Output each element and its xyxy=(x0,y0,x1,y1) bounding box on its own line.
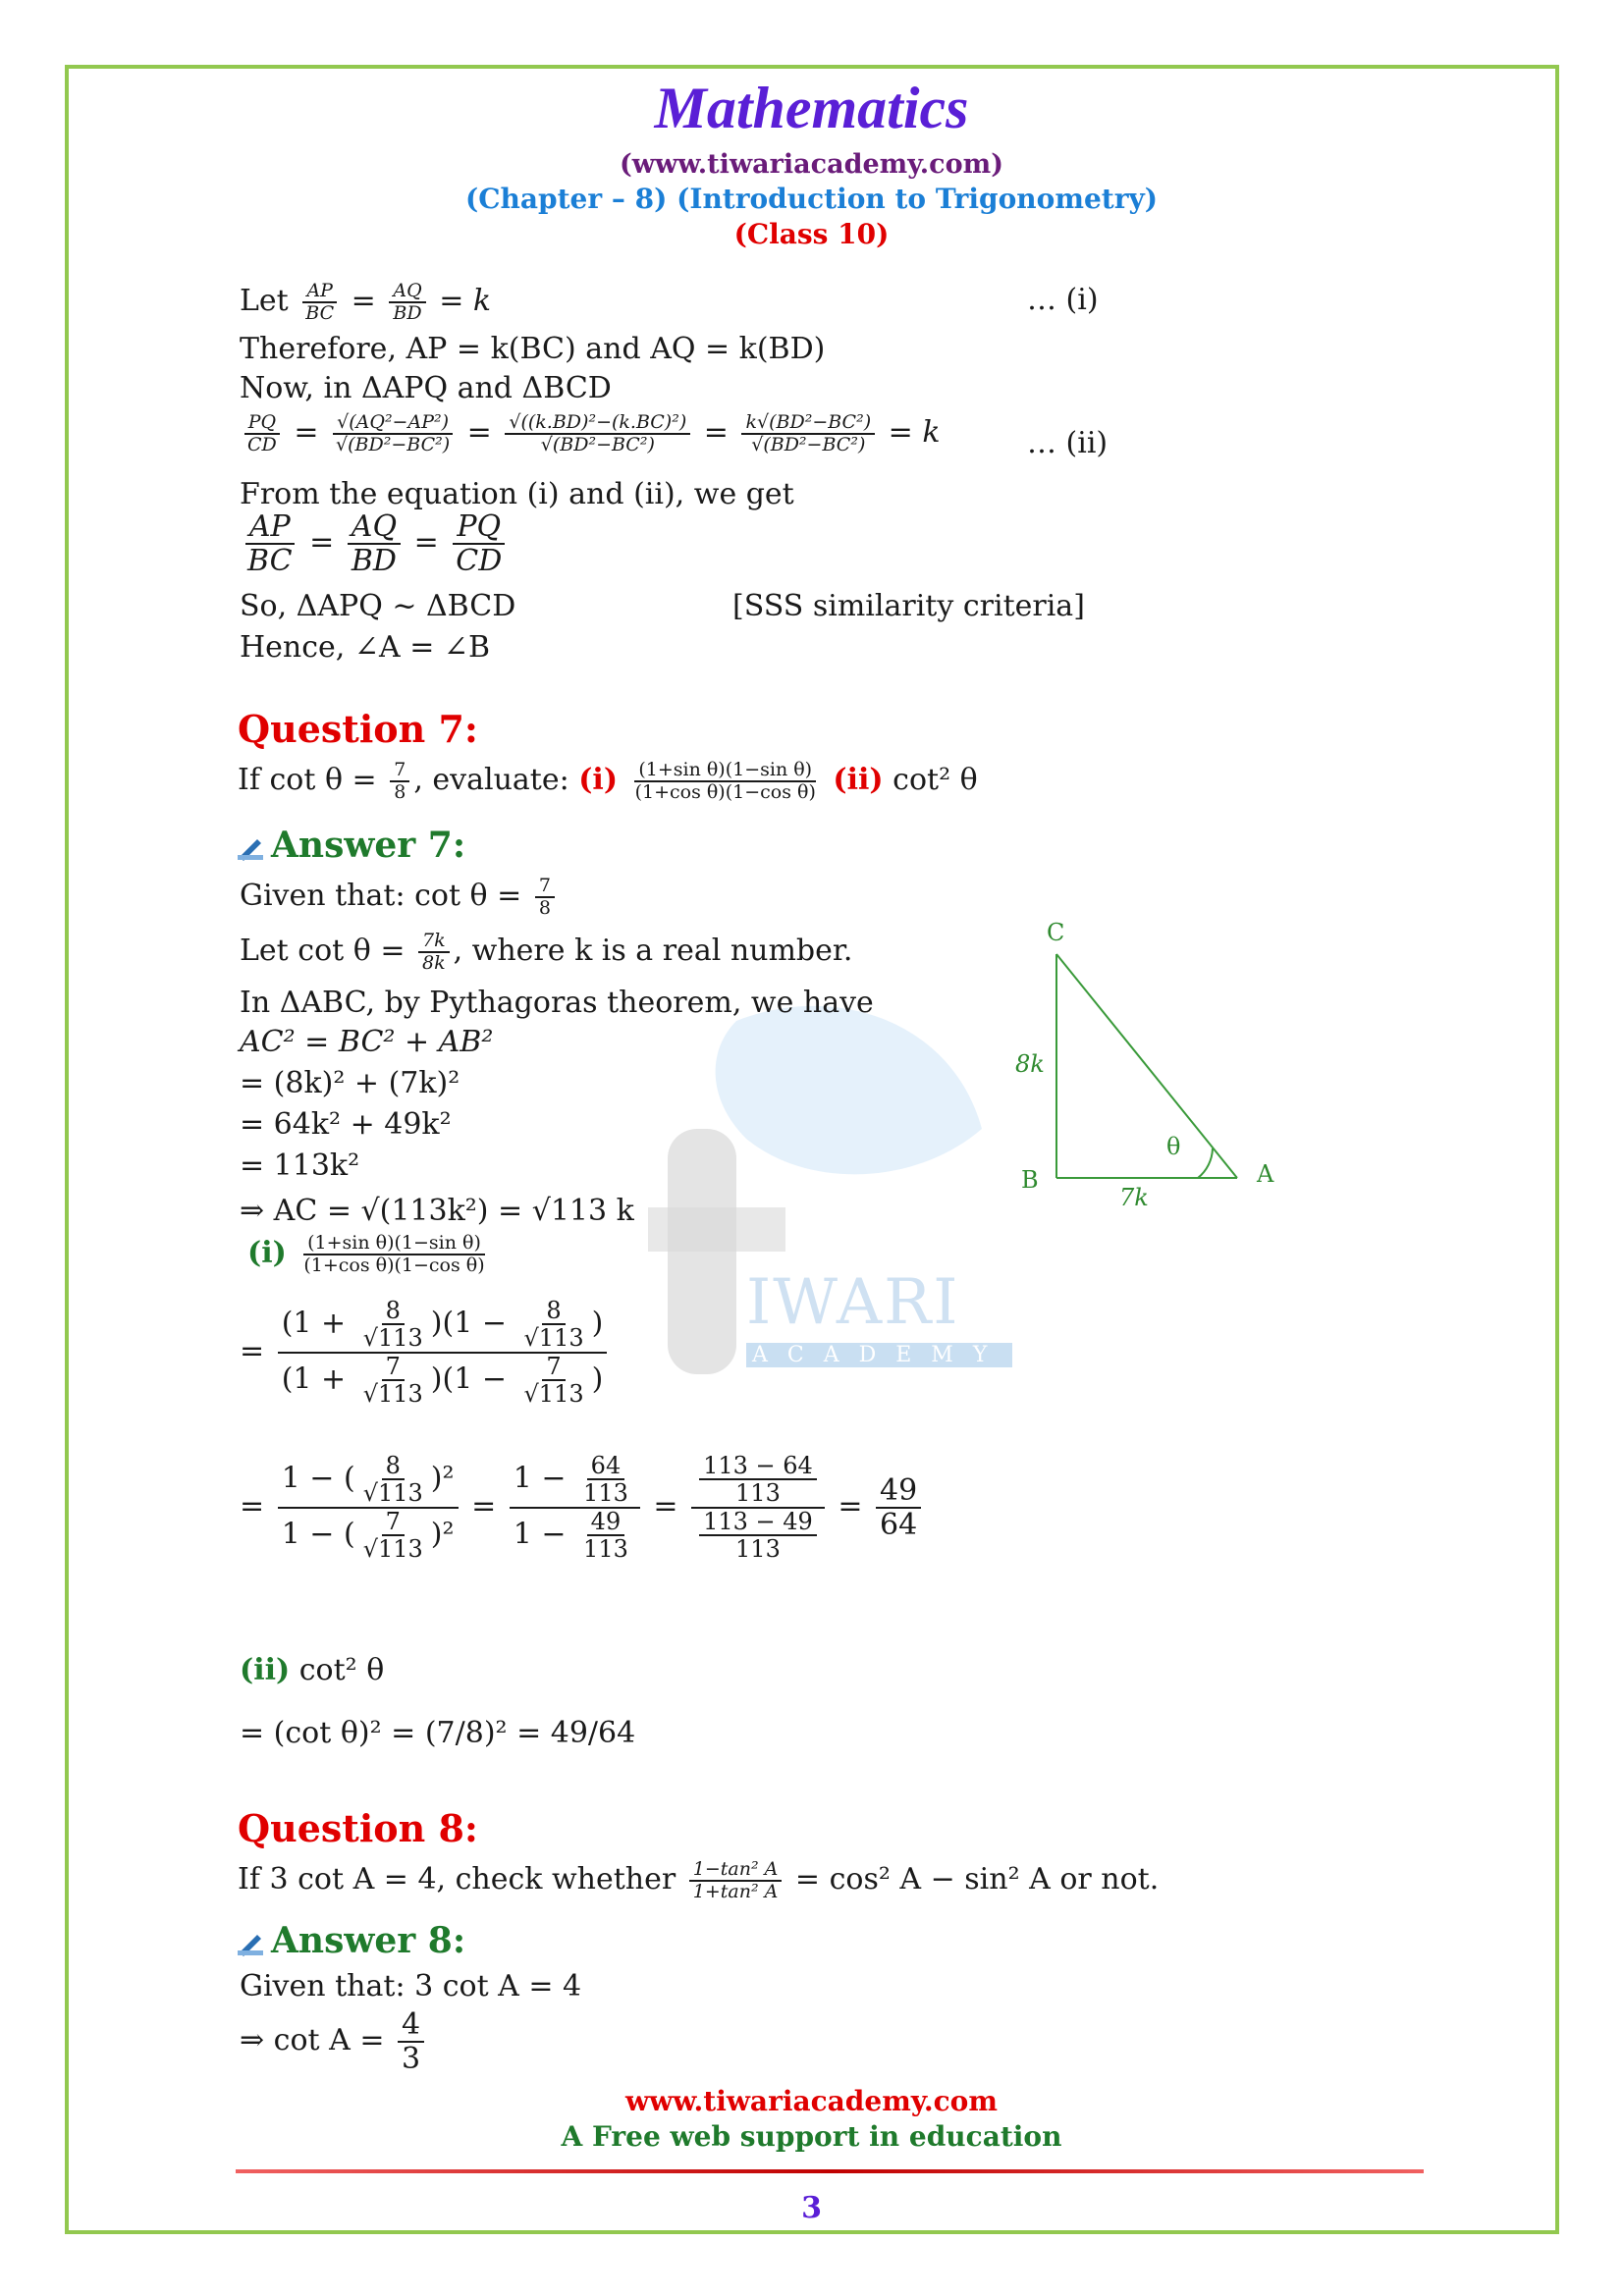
watermark-text: IWARI xyxy=(746,1266,960,1339)
angle-arc xyxy=(1198,1148,1213,1178)
question-7-text: If cot θ = $\frac{7}{8}$ , evaluate: (i) $\frac{\text{(1+sin θ)(1−sin θ)}}{\text{(1+cos θ)(1−cos θ)}}$ (ii) cot² θ xyxy=(238,759,978,803)
equation-tag-ii: … (ii) xyxy=(1027,426,1109,460)
page-title: Mathematics xyxy=(654,76,969,140)
now-in-line: Now, in ΔAPQ and ΔBCD xyxy=(240,371,612,405)
similarity-line: So, ΔAPQ ~ ΔBCD xyxy=(240,589,516,623)
pythagoras-line: In ΔABC, by Pythagoras theorem, we have xyxy=(240,986,874,1020)
step-5: ⇒ AC = √(113k²) = √113 k xyxy=(240,1194,634,1228)
label-8k: 8k xyxy=(1015,1050,1045,1078)
footer-site[interactable]: www.tiwariacademy.com xyxy=(625,2085,998,2117)
answer-8-given: Given that: 3 cot A = 4 xyxy=(240,1969,582,2003)
step-4: = 113k² xyxy=(240,1148,360,1183)
side-ca xyxy=(1056,954,1237,1178)
vertex-b: B xyxy=(1021,1166,1039,1194)
vertex-a: A xyxy=(1257,1160,1274,1188)
answer-8-heading: Answer 8: xyxy=(236,1920,465,1961)
footer-divider xyxy=(236,2169,1424,2173)
label-theta: θ xyxy=(1166,1133,1181,1160)
part-i-label: (i) $\frac{\text{(1+sin θ)(1−sin θ)}}{\text{(1+cos θ)(1−cos θ)}}$ xyxy=(247,1232,485,1276)
equation-tag-i: … (i) xyxy=(1027,283,1099,317)
answer-8-cot: ⇒ cot A = $\frac{4}{3}$ xyxy=(240,2008,428,2075)
watermark-subtext: ACADEMY xyxy=(746,1343,1012,1367)
question-7-heading: Question 7: xyxy=(238,707,478,751)
header-class: (Class 10) xyxy=(733,218,890,250)
header-site: (www.tiwariacademy.com) xyxy=(620,149,1003,180)
sss-criteria: [SSS similarity criteria] xyxy=(732,589,1085,623)
from-equation-line: From the equation (i) and (ii), we get xyxy=(240,477,794,511)
pq-cd-equation: $\frac{PQ}{CD}$ = $\frac{\text{√(AQ²−AP²)}}{\text{√(BD²−BC²)}}$ = $\frac{\text{√((k.BD)²−(k.BC)²)}}{\text{√(BD²−BC²)}}$ = $\frac{\text{k√(BD²−BC²)}}{\text{√(BD²−BC²)}}$ = k xyxy=(240,412,941,455)
let-ratio-line: Let $\frac{AP}{BC}$ = $\frac{AQ}{BD}$ = k xyxy=(240,280,492,324)
pen-icon xyxy=(236,1931,265,1956)
answer-7-heading: Answer 7: xyxy=(236,825,465,866)
vertex-c: C xyxy=(1047,919,1065,946)
step-1: AC² = BC² + AB² xyxy=(240,1025,494,1059)
answer-7-given: Given that: cot θ = $\frac{7}{8}$ xyxy=(240,876,559,919)
question-8-heading: Question 8: xyxy=(238,1806,478,1850)
triangle-figure xyxy=(1001,903,1316,1217)
pen-icon xyxy=(236,835,265,861)
therefore-line: Therefore, AP = k(BC) and AQ = k(BD) xyxy=(240,332,826,366)
page-number: 3 xyxy=(801,2191,822,2225)
ratio-equality: $\frac{AP}{BC}$ = $\frac{AQ}{BD}$ = $\frac{PQ}{CD}$ xyxy=(240,510,510,577)
answer-7-let-cot: Let cot θ = $\frac{7k}{8k}$ , where k is a real number. xyxy=(240,930,853,974)
header-chapter: (Chapter – 8) (Introduction to Trigonometry) xyxy=(465,183,1158,215)
step-2: = (8k)² + (7k)² xyxy=(240,1066,460,1100)
label-7k: 7k xyxy=(1119,1184,1149,1211)
footer-tagline: A Free web support in education xyxy=(561,2120,1062,2153)
let-word: Let xyxy=(240,283,289,318)
part-i-step-1: = (1 + $\frac{8}{√113}$ )(1 − $\frac{8}{√113}$ ) (1 + $\frac{7}{√113}$ )(1 − $\frac{7}{√113}$ ) xyxy=(240,1298,611,1408)
part-i-step-2: = 1 − ( $\frac{8}{√113}$ )² 1 − ( $\frac{7}{√113}$ )² = 1 − $\frac{64}{113}$ 1 − $\frac{49}{113}$ = $\frac{\frac{113 - 64}{113}}{\frac{113 - 49}{113}}$ = $\frac{49}{64}$ xyxy=(240,1453,925,1563)
hence-line: Hence, ∠A = ∠B xyxy=(240,630,491,665)
step-3: = 64k² + 49k² xyxy=(240,1107,452,1142)
part-ii-label: (ii) cot² θ xyxy=(240,1653,385,1687)
part-ii-result: = (cot θ)² = (7/8)² = 49/64 xyxy=(240,1716,636,1750)
question-8-text: If 3 cot A = 4, check whether $\frac{\text{1−tan² A}}{\text{1+tan² A}}$ = cos² A − sin² A or not. xyxy=(238,1858,1160,1902)
